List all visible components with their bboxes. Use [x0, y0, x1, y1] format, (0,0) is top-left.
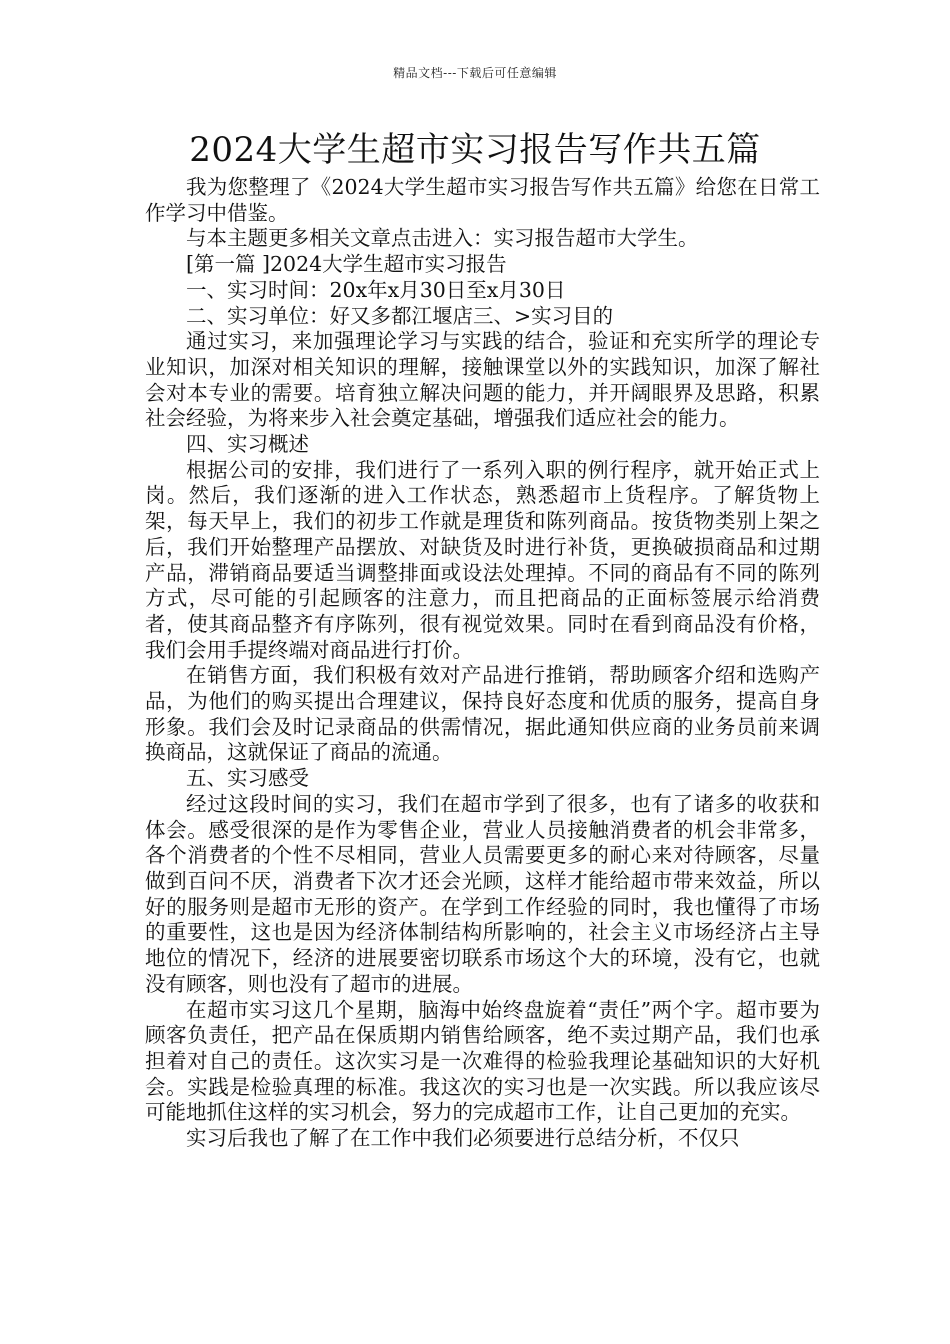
paragraph: 与本主题更多相关文章点击进入：实习报告超市大学生。 [186, 226, 699, 251]
document-body [145, 175, 820, 1152]
paragraph: 我为您整理了《2024大学生超市实习报告写作共五篇》给您在日常工作学习中借鉴。 [145, 175, 820, 225]
paragraph: 根据公司的安排，我们进行了一系列入职的例行程序，就开始正式上岗。然后，我们逐渐的进入工作状态，熟悉超市上货程序。了解货物上架，每天早上，我们的初步工作就是理货和陈列商品。按货物类别上架之后，我们开始整理产品摆放、对缺货及时进行补货，更换破损商品和过期产品，滞销商品要适当调整排面或设法处理掉。不同的商品有不同的陈列方式，尽可能的引起顾客的注意力，而且把商品的正面标签展示给消费者，使其商品整齐有序陈列，很有视觉效果。同时在看到商品没有价格，我们会用手提终端对商品进行打价。 [145, 457, 820, 662]
paragraph: 在超市实习这几个星期，脑海中始终盘旋着“责任”两个字。超市要为顾客负责任，把产品在保质期内销售给顾客，绝不卖过期产品，我们也承担着对自己的责任。这次实习是一次难得的检验我理论基础知识的大好机会。实践是检验真理的标准。我这次的实习也是一次实践。所以我应该尽可能地抓住这样的实习机会，努力的完成超市工作，让自己更加的充实。 [145, 997, 820, 1125]
paragraph: 一、实习时间：20x年x月30日至x月30日 [186, 277, 566, 302]
header-note: 精品文档---下载后可任意编辑 [393, 66, 557, 80]
section-heading: 五、实习感受 [186, 766, 309, 791]
paragraph: 在销售方面，我们积极有效对产品进行推销，帮助顾客介绍和选购产品，为他们的购买提出合理建议，保持良好态度和优质的服务，提高自身形象。我们会及时记录商品的供需情况，据此通知供应商的业务员前来调换商品，这就保证了商品的流通。 [145, 663, 820, 765]
paragraph: 二、实习单位：好又多都江堰店三、>实习目的 [186, 303, 614, 328]
section-heading: [第一篇 ]2024大学生超市实习报告 [186, 252, 507, 277]
document-title: 2024大学生超市实习报告写作共五篇 [189, 130, 761, 170]
paragraph: 经过这段时间的实习，我们在超市学到了很多，也有了诸多的收获和体会。感受很深的是作为零售企业，营业人员接触消费者的机会非常多，各个消费者的个性不尽相同，营业人员需要更多的耐心来对待顾客，尽量做到百问不厌，消费者下次才还会光顾，这样才能给超市带来效益，所以好的服务则是超市无形的资产。在学到工作经验的同时，我也懂得了市场的重要性，这也是因为经济体制结构所影响的，社会主义市场经济占主导地位的情况下，经济的进展要密切联系市场这个大的环境，没有它，也就没有顾客，则也没有了超市的进展。 [145, 791, 820, 996]
paragraph: 实习后我也了解了在工作中我们必须要进行总结分析，不仅只 [186, 1126, 740, 1151]
paragraph: 通过实习，来加强理论学习与实践的结合，验证和充实所学的理论专业知识，加深对相关知识的理解，接触课堂以外的实践知识，加深了解社会对本专业的需要。培育独立解决问题的能力，并开阔眼界及思路，积累社会经验，为将来步入社会奠定基础，增强我们适应社会的能力。 [145, 329, 820, 431]
section-heading: 四、实习概述 [186, 432, 309, 457]
